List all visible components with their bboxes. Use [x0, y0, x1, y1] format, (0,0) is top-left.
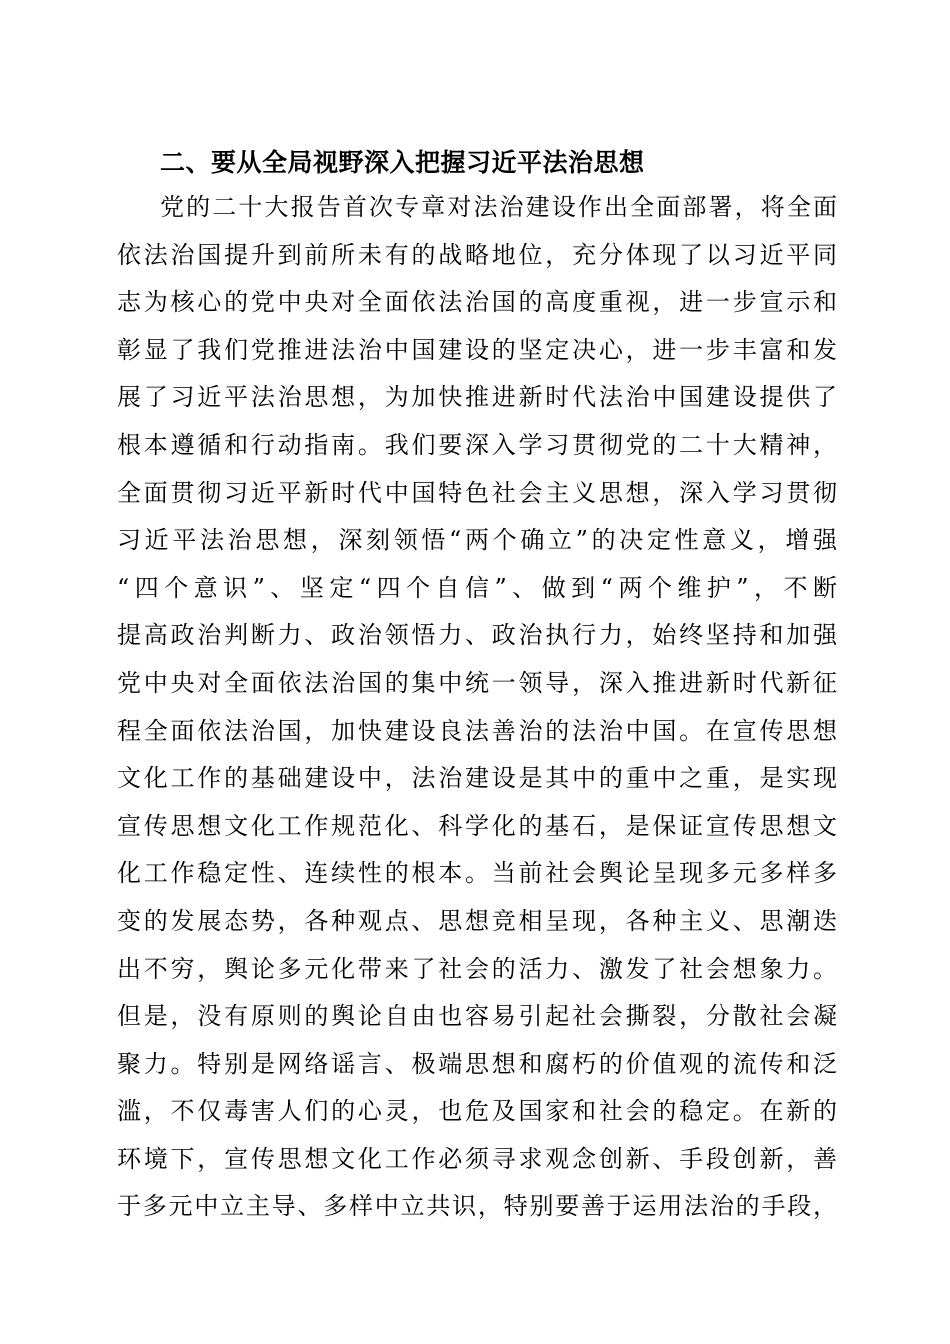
paragraph-line: 依法治国提升到前所未有的战略地位，充分体现了以习近平同: [117, 240, 837, 269]
paragraph-line: 展了习近平法治思想，为加快推进新时代法治中国建设提供了: [117, 383, 837, 412]
paragraph-line: 程全面依法治国，加快建设良法善治的法治中国。在宣传思想: [117, 716, 837, 745]
paragraph-line: 环境下，宣传思想文化工作必须寻求观念创新、手段创新，善: [117, 1144, 837, 1173]
paragraph-line: 根本遵循和行动指南。我们要深入学习贯彻党的二十大精神，: [117, 430, 837, 459]
paragraph-line: 习近平法治思想，深刻领悟“两个确立”的决定性意义，增强: [117, 526, 837, 555]
paragraph-line: 党的二十大报告首次专章对法治建设作出全面部署，将全面: [160, 193, 837, 221]
paragraph-line: 变的发展态势，各种观点、思想竞相呈现，各种主义、思潮迭: [117, 906, 837, 935]
paragraph-line: 出不穷，舆论多元化带来了社会的活力、激发了社会想象力。: [117, 954, 837, 983]
paragraph-line: 提高政治判断力、政治领悟力、政治执行力，始终坚持和加强: [117, 621, 837, 650]
paragraph-line: 全面贯彻习近平新时代中国特色社会主义思想，深入学习贯彻: [117, 478, 837, 507]
paragraph-line: “四个意识”、坚定“四个自信”、做到“两个维护”，不断: [117, 573, 837, 602]
section-heading: 二、要从全局视野深入把握习近平法治思想: [160, 148, 645, 177]
paragraph-line: 宣传思想文化工作规范化、科学化的基石，是保证宣传思想文: [117, 811, 837, 840]
paragraph-line: 化工作稳定性、连续性的根本。当前社会舆论呈现多元多样多: [117, 859, 837, 888]
paragraph-line: 聚力。特别是网络谣言、极端思想和腐朽的价值观的流传和泛: [117, 1049, 837, 1078]
paragraph-line: 滥，不仅毒害人们的心灵，也危及国家和社会的稳定。在新的: [117, 1097, 837, 1126]
paragraph-line: 但是，没有原则的舆论自由也容易引起社会撕裂，分散社会凝: [117, 1002, 837, 1031]
paragraph-line: 于多元中立主导、多样中立共识，特别要善于运用法治的手段，: [117, 1192, 837, 1221]
paragraph-line: 志为核心的党中央对全面依法治国的高度重视，进一步宣示和: [117, 288, 837, 317]
paragraph-line: 文化工作的基础建设中，法治建设是其中的重中之重，是实现: [117, 764, 837, 793]
body-paragraph: [117, 184, 837, 1231]
paragraph-line: 党中央对全面依法治国的集中统一领导，深入推进新时代新征: [117, 668, 837, 697]
paragraph-line: 彰显了我们党推进法治中国建设的坚定决心，进一步丰富和发: [117, 335, 837, 364]
